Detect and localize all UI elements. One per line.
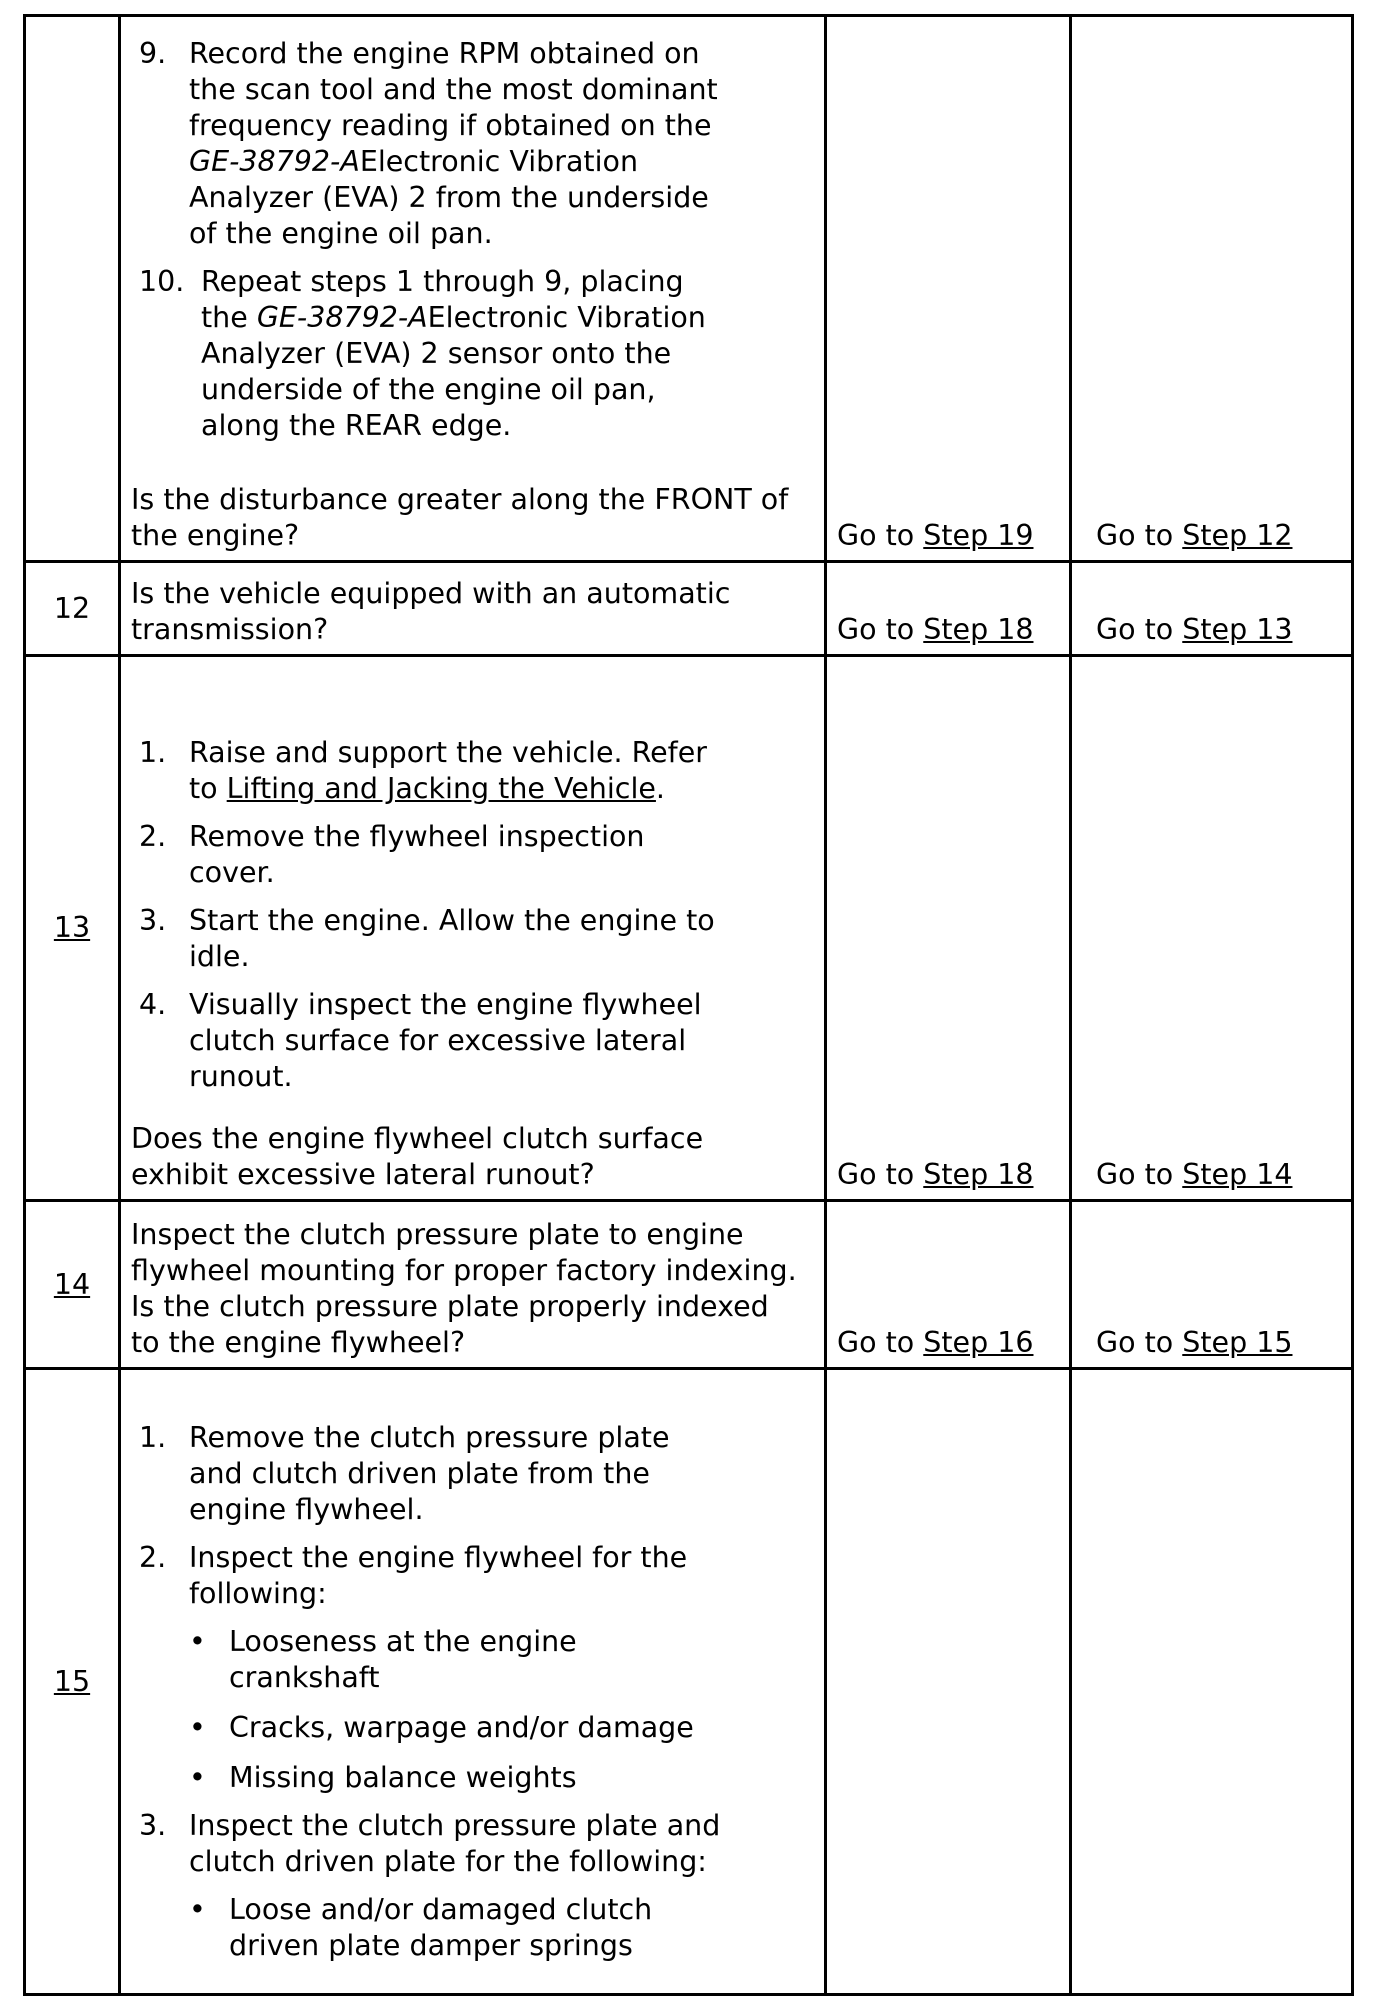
yes-cell: Go to Step 19 — [826, 16, 1071, 562]
step-15-anchor[interactable]: 15 — [53, 1664, 91, 1698]
step-12-link[interactable]: Step 12 — [1182, 519, 1293, 552]
bullet-list — [189, 1624, 816, 1796]
step-19-link[interactable]: Step 19 — [923, 519, 1034, 552]
step-14-anchor[interactable]: 14 — [53, 1267, 91, 1301]
step-15-link[interactable]: Step 15 — [1182, 1326, 1293, 1359]
no-cell: Go to Step 12 — [1071, 16, 1353, 562]
step-number-cell — [25, 1201, 120, 1369]
procedure-list — [131, 1420, 816, 1964]
bullet-item: • Missing balance weights — [189, 1761, 577, 1794]
step-13-anchor[interactable]: 13 — [53, 911, 91, 944]
list-item: 2. Remove the flywheel inspection cover. — [139, 820, 645, 889]
diagnostic-table — [23, 14, 1354, 1996]
procedure-list — [131, 735, 816, 1095]
yes-cell — [826, 1369, 1071, 1995]
list-item: 4. Visually inspect the engine flywheel clutch surface for excessive lateral runout. — [139, 988, 702, 1093]
action-cell — [120, 16, 826, 562]
procedure-list — [131, 36, 816, 252]
tool-number: GE-38792-A — [189, 145, 360, 178]
bullet-item: • Loose and/or damaged clutch driven plate damper springs — [189, 1893, 653, 1962]
yes-cell: Go to Step 18 — [826, 656, 1071, 1201]
list-item: 2. Inspect the engine flywheel for the following: • Looseness at the engine crankshaft • Cracks, warpage and/or damage • Missing balance weights — [131, 1540, 816, 1796]
lifting-and-jacking-link[interactable]: Lifting and Jacking the Vehicle — [226, 772, 656, 805]
bullet-item: • Looseness at the engine crankshaft — [189, 1625, 577, 1694]
list-item-number: 1. — [139, 736, 167, 769]
step-14-link[interactable]: Step 14 — [1182, 1158, 1293, 1191]
bullet-item: • Cracks, warpage and/or damage — [189, 1711, 694, 1744]
yes-cell: Go to Step 18 — [826, 562, 1071, 656]
yes-cell: Go to Step 16 — [826, 1201, 1071, 1369]
tool-number: GE-38792-A — [256, 301, 428, 334]
bullet-icon: • — [189, 1761, 206, 1794]
no-cell — [1071, 1369, 1353, 1995]
action-cell — [120, 1369, 826, 1995]
step-13-link[interactable]: Step 13 — [1182, 613, 1293, 646]
list-item: 1. Remove the clutch pressure plate and clutch driven plate from the engine flywheel. — [139, 1421, 670, 1526]
step-number-cell: 12 — [25, 562, 120, 656]
list-item: 10. Repeat steps 1 through 9, placing the GE-38792-AElectronic Vibration Analyzer (EVA) 2 sensor onto the underside of the engine oil pan, along the REAR edge. — [139, 265, 706, 442]
list-item-number: 2. — [139, 820, 167, 853]
table-row-step-15 — [25, 1369, 1353, 1995]
step-number-cell — [25, 16, 120, 562]
table-row-step-14 — [25, 1201, 1353, 1369]
table-row-step-13 — [25, 656, 1353, 1201]
no-cell: Go to Step 13 — [1071, 562, 1353, 656]
step-number-cell — [25, 656, 120, 1201]
question-text: Does the engine flywheel clutch surface exhibit excessive lateral runout? — [131, 1122, 704, 1191]
list-item-number: 4. — [139, 988, 167, 1021]
list-item-number: 3. — [139, 1809, 167, 1842]
step-number-cell — [25, 1369, 120, 1995]
question-cell: Is the vehicle equipped with an automatic transmission? — [120, 562, 826, 656]
question-text: Is the disturbance greater along the FRONT of the engine? — [131, 483, 789, 552]
list-item: 3. Start the engine. Allow the engine to idle. — [139, 904, 715, 973]
bullet-icon: • — [189, 1711, 206, 1744]
list-item: 9. Record the engine RPM obtained on the scan tool and the most dominant frequency reading if obtained on the GE-38792-AElectronic Vibration Analyzer (EVA) 2 from the underside of the engine oil pan. — [139, 37, 718, 250]
action-cell — [120, 656, 826, 1201]
bullet-icon: • — [189, 1625, 206, 1658]
table-row-step-11 — [25, 16, 1353, 562]
list-item-number: 2. — [139, 1541, 167, 1574]
question-cell: Inspect the clutch pressure plate to engine flywheel mounting for proper factory indexing. Is the clutch pressure plate properly indexed to the engine flywheel? — [120, 1201, 826, 1369]
list-item-number: 10. — [139, 265, 185, 298]
step-16-link[interactable]: Step 16 — [923, 1326, 1034, 1359]
table-row-step-12 — [25, 562, 1353, 656]
procedure-list — [131, 264, 816, 444]
list-item: 3. Inspect the clutch pressure plate and clutch driven plate for the following: • Loose and/or damaged clutch driven plate damper springs — [131, 1808, 816, 1964]
bullet-icon: • — [189, 1893, 206, 1926]
no-cell: Go to Step 15 — [1071, 1201, 1353, 1369]
step-18-link[interactable]: Step 18 — [923, 1158, 1034, 1191]
no-cell: Go to Step 14 — [1071, 656, 1353, 1201]
list-item-number: 3. — [139, 904, 167, 937]
diagnostic-table-page — [23, 14, 1351, 1996]
list-item-number: 1. — [139, 1421, 167, 1454]
list-item-number: 9. — [139, 37, 167, 70]
list-item: 1. Raise and support the vehicle. Refer to Lifting and Jacking the Vehicle. — [139, 736, 707, 805]
step-18-link[interactable]: Step 18 — [923, 613, 1034, 646]
bullet-list — [189, 1892, 816, 1964]
